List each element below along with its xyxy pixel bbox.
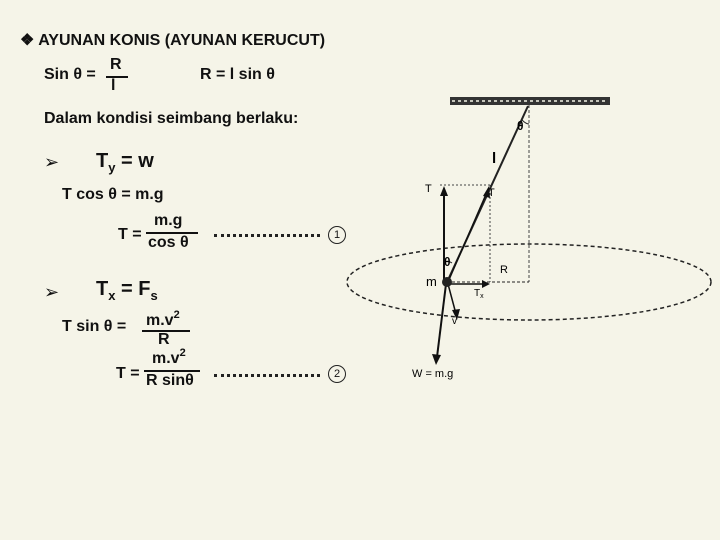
- theta-mid-label: θ: [444, 255, 451, 269]
- vertical-T: T: [96, 150, 109, 172]
- arrowhead-icon: [440, 186, 448, 196]
- velocity-label: v: [452, 316, 457, 327]
- mass-label: m: [426, 274, 437, 289]
- arrow-bullet-icon: ➢: [44, 282, 60, 302]
- tension-diagonal-arrow: [448, 192, 487, 282]
- sin-lhs: Sin θ =: [44, 66, 96, 83]
- sin-denominator: l: [111, 77, 116, 94]
- vertical-eq2-lhs: T =: [118, 226, 142, 243]
- horizontal-eq1-lhs: T sin θ =: [62, 318, 127, 335]
- weight-arrow: [437, 284, 446, 357]
- horizontal-sub: x: [108, 288, 116, 303]
- tension-x-label: $T_x$: [474, 288, 484, 300]
- equation-marker-2: 2: [328, 365, 346, 383]
- horizontal-mid: = F: [115, 278, 151, 300]
- horizontal-T: T: [96, 278, 109, 300]
- vertical-eq2-den: cos θ: [148, 234, 189, 251]
- vertical-rest: = w: [115, 150, 154, 172]
- radius-label: R: [500, 264, 508, 276]
- title-text: AYUNAN KONIS (AYUNAN KERUCUT): [38, 32, 326, 49]
- equation-marker-1: 1: [328, 226, 346, 244]
- tension-label-left: T: [425, 183, 432, 195]
- vertical-sub: y: [108, 160, 116, 175]
- horizontal-eq2-num: $m.v^2$: [152, 347, 186, 367]
- mass-bob: [442, 277, 452, 287]
- horizontal-sub2: s: [150, 288, 158, 303]
- horizontal-eq1-num: $m.v^2$: [146, 309, 180, 329]
- string-length-label: l: [492, 150, 497, 167]
- horizontal-eq2-den: R sinθ: [146, 372, 194, 389]
- condition-text: Dalam kondisi seimbang berlaku:: [44, 110, 299, 127]
- tension-label-right: T: [488, 187, 495, 199]
- diamond-bullet-icon: ❖: [20, 32, 35, 49]
- vertical-eq1: T cos θ = m.g: [62, 186, 164, 203]
- weight-label: W = m.g: [412, 368, 454, 380]
- velocity-arrow: [448, 284, 456, 314]
- sin-numerator: R: [110, 56, 122, 73]
- arrowhead-icon: [482, 280, 490, 288]
- theta-top-label: θ: [517, 119, 524, 133]
- horizontal-eq2-lhs: T =: [116, 365, 140, 382]
- vertical-eq2-num: m.g: [154, 212, 183, 229]
- sin-result: R = l sin θ: [200, 66, 275, 83]
- horizontal-eq1-den: R: [158, 331, 170, 348]
- arrowhead-icon: [432, 354, 441, 365]
- arrow-bullet-icon: ➢: [44, 152, 60, 172]
